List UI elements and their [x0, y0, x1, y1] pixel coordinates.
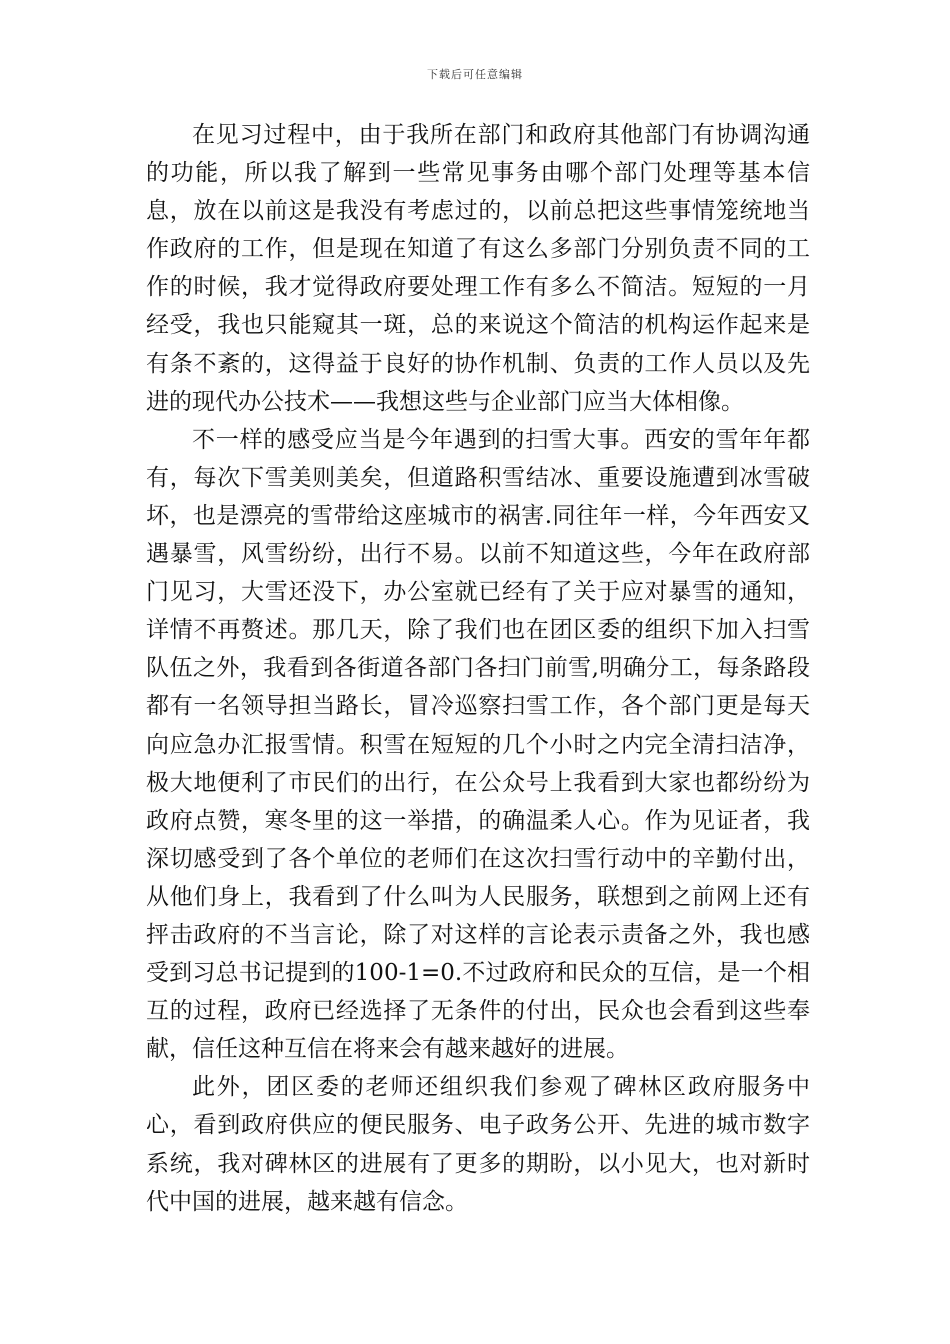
paragraph-1: 在见习过程中，由于我所在部门和政府其他部门有协调沟通的功能，所以我了解到一些常见事务由哪个部门处理等基本信息，放在以前这是我没有考虑过的，以前总把这些事情笼统地当作政府的工作，但是现在知道了有这么多部门分别负责不同的工作的时候，我才觉得政府要处理工作有多么不简洁。短短的一月经受，我也只能窥其一斑，总的来说这个简洁的机构运作起来是有条不紊的，这得益于良好的协作机制、负责的工作人员以及先进的现代办公技术——我想这些与企业部门应当大体相像。 — [146, 122, 810, 415]
paragraph-2: 不一样的感受应当是今年遇到的扫雪大事。西安的雪年年都有，每次下雪美则美矣，但道路积雪结冰、重要设施遭到冰雪破坏，也是漂亮的雪带给这座城市的祸害.同往年一样，今年西安又遇暴雪，风雪纷纷，出行不易。以前不知道这些，今年在政府部门见习，大雪还没下，办公室就已经有了关于应对暴雪的通知，详情不再赘述。那几天，除了我们也在团区委的组织下加入扫雪队伍之外，我看到各街道各部门各扫门前雪,明确分工，每条路段都有一名领导担当路长，冒冷巡察扫雪工作，各个部门更是每天向应急办汇报雪情。积雪在短短的几个小时之内完全清扫洁净，极大地便利了市民们的出行，在公众号上我看到大家也都纷纷为政府点赞，寒冬里的这一举措，的确温柔人心。作为见证者，我深切感受到了各个单位的老师们在这次扫雪行动中的辛勤付出，从他们身上，我看到了什么叫为人民服务，联想到之前网上还有抨击政府的不当言论，除了对这样的言论表示责备之外，我也感受到习总书记提到的100-1=0.不过政府和民众的互信，是一个相互的过程，政府已经选择了无条件的付出，民众也会看到这些奉献，信任这种互信在将来会有越来越好的进展。 — [146, 426, 810, 1063]
document-body — [146, 116, 810, 1221]
page-header: 下载后可任意编辑 — [427, 68, 523, 81]
paragraph-3: 此外，团区委的老师还组织我们参观了碑林区政府服务中心，看到政府供应的便民服务、电子政务公开、先进的城市数字系统，我对碑林区的进展有了更多的期盼，以小见大，也对新时代中国的进展，越来越有信念。 — [146, 1074, 810, 1215]
